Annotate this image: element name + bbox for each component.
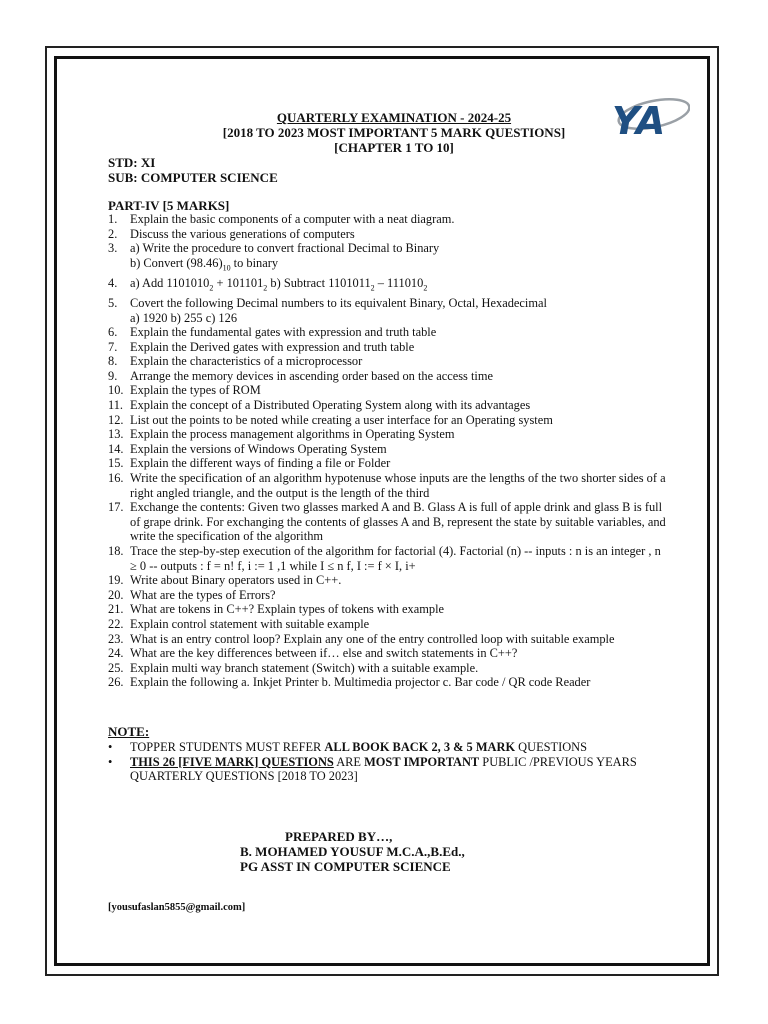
- note-item: • TOPPER STUDENTS MUST REFER ALL BOOK BACK 2, 3 & 5 MARK QUESTIONS: [108, 740, 588, 754]
- question-item: 24. What are the key differences between if… else and switch statements in C++?: [108, 646, 518, 661]
- question-list: [108, 212, 668, 690]
- question-item: 4. a) Add $1101010_2 + 101101_2$ b) Subtract $1101011_2 - 111010_2$: [108, 275, 428, 293]
- bullet-icon: •: [108, 740, 113, 754]
- question-item: 13. Explain the process management algorithms in Operating System: [108, 427, 455, 442]
- question-item: 17. Exchange the contents: Given two glasses marked A and B. Glass A is full of apple drink and glass B is full of grape drink. For exchanging the contents of glasses A and B, represent the state by suitable variables, and write the specification of the algorithm: [108, 500, 666, 544]
- question-item: 1. Explain the basic components of a computer with a neat diagram.: [108, 212, 455, 226]
- question-item: 22. Explain control statement with suitable example: [108, 616, 370, 631]
- note-list: [108, 740, 668, 784]
- question-item: 8. Explain the characteristics of a microprocessor: [108, 354, 363, 369]
- exam-subtitle: [2018 TO 2023 MOST IMPORTANT 5 MARK QUESTIONS]: [222, 125, 566, 140]
- note-heading: NOTE:: [108, 724, 150, 739]
- question-item: 10. Explain the types of ROM: [108, 383, 261, 398]
- standard: STD: XI: [108, 155, 156, 170]
- question-item: 20. What are the types of Errors?: [108, 587, 276, 602]
- question-item: 19. Write about Binary operators used in C++.: [108, 573, 342, 588]
- question-item: 5. Covert the following Decimal numbers to its equivalent Binary, Octal, Hexadecimal: [108, 295, 547, 310]
- question-item: 9. Arrange the memory devices in ascending order based on the access time: [108, 368, 493, 383]
- question-item: 3. a) Write the procedure to convert fractional Decimal to Binary: [108, 241, 440, 256]
- prepared-by-label: PREPARED BY…,: [285, 829, 393, 844]
- logo-text: YA: [612, 99, 666, 140]
- question-item: 25. Explain multi way branch statement (Switch) with a suitable example.: [108, 660, 479, 675]
- chapter-range: [CHAPTER 1 TO 10]: [334, 140, 454, 155]
- subject: SUB: COMPUTER SCIENCE: [108, 170, 278, 185]
- part-heading: PART-IV [5 MARKS]: [108, 198, 230, 213]
- question-item: 26. Explain the following a. Inkjet Printer b. Multimedia projector c. Bar code / QR code Reader: [108, 675, 591, 690]
- exam-title: QUARTERLY EXAMINATION - 2024-25: [276, 110, 512, 125]
- question-item: 2. Discuss the various generations of computers: [108, 226, 355, 241]
- question-item: 21. What are tokens in C++? Explain types of tokens with example: [108, 602, 445, 617]
- question-item: 23. What is an entry control loop? Explain any one of the entry controlled loop with suitable example: [108, 631, 615, 646]
- question-item: 7. Explain the Derived gates with expression and truth table: [108, 339, 415, 354]
- question-5-values: a) 1920 b) 255 c) 126: [130, 310, 238, 325]
- author-email: [yousufaslan5855@gmail.com]: [108, 902, 246, 913]
- question-item: 12. List out the points to be noted while creating a user interface for an Operating system: [108, 412, 553, 427]
- question-item: 15. Explain the different ways of finding a file or Folder: [108, 456, 391, 471]
- question-item: 16. Write the specification of an algorithm hypotenuse whose inputs are the lengths of the two shorter sides of a right angled triangle, and the output is the length of the third: [108, 471, 666, 500]
- author-role: PG ASST IN COMPUTER SCIENCE: [240, 859, 451, 874]
- note-item: • THIS 26 [FIVE MARK] QUESTIONS ARE MOST IMPORTANT PUBLIC /PREVIOUS YEARS QUARTERLY QUESTIONS [2018 TO 2023]: [108, 754, 637, 784]
- question-item: 6. Explain the fundamental gates with expression and truth table: [108, 325, 437, 340]
- question-3-part-b: b) Convert $(98.46)_{10}$ to binary: [130, 255, 279, 273]
- question-item: 18. Trace the step-by-step execution of the algorithm for factorial (4). Factorial (n) -- inputs : n is an integer , n ≥ 0 -- outputs : f = n! f, i := 1 ,1 while I ≤ n f, I := f × I, i+: [108, 544, 661, 573]
- bullet-icon: •: [108, 754, 113, 769]
- question-item: 14. Explain the versions of Windows Operating System: [108, 441, 387, 456]
- question-item: 11. Explain the concept of a Distributed Operating System along with its advantages: [108, 398, 531, 413]
- author-name: B. MOHAMED YOUSUF M.C.A.,B.Ed.,: [240, 844, 465, 859]
